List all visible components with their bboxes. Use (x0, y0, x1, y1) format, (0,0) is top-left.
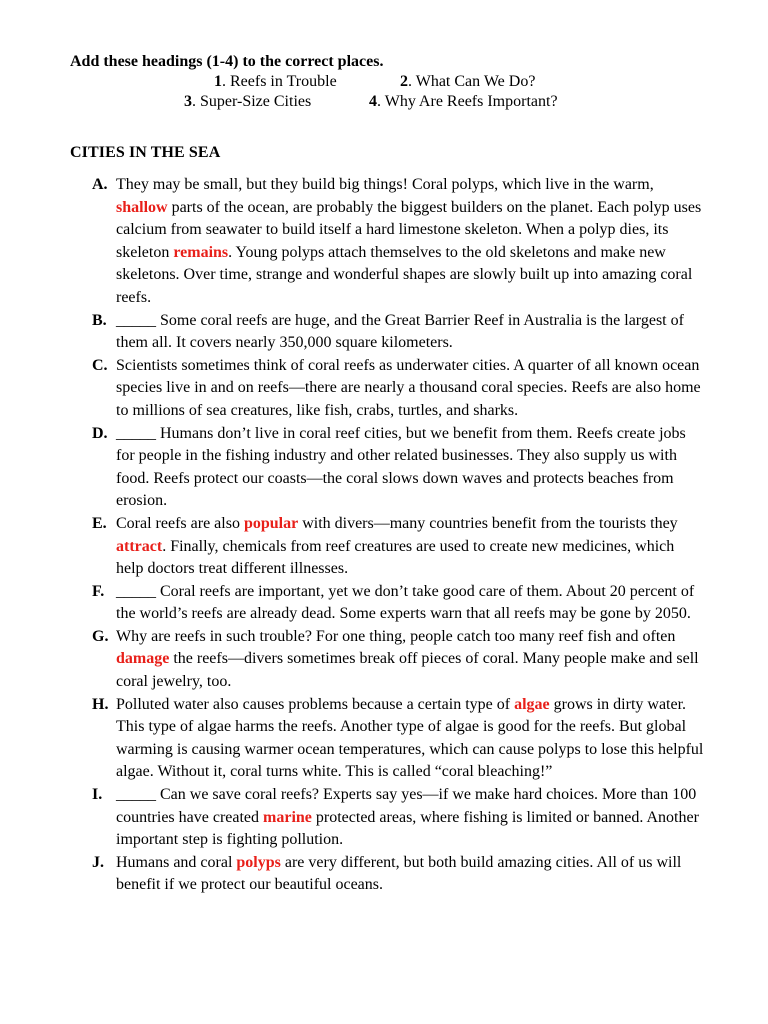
paragraph-letter: F. (92, 582, 105, 600)
heading-text: . Reefs in Trouble (222, 73, 337, 90)
paragraph-list (92, 174, 704, 897)
paragraph-a (92, 174, 704, 310)
text-segment: grows in dirty water. This type of algae harms the reefs. Another type of algae is good for the reefs. But global warming is causing warmer ocean temperatures, which can cause polyps to lose this helpful algae. Without it, coral turns white. This is called “coral bleaching!” (116, 695, 704, 781)
text-segment: Humans and coral (116, 853, 237, 871)
text-segment: Why are reefs in such trouble? For one thing, people catch too many reef fish and often (116, 627, 676, 645)
text-segment: Polluted water also causes problems because a certain type of (116, 695, 515, 713)
text-segment: . Finally, chemicals from reef creatures are used to create new medicines, which help doctors treat different illnesses. (116, 537, 675, 578)
paragraph-letter: B. (92, 311, 107, 329)
text-segment: Coral reefs are also (116, 514, 244, 532)
highlighted-vocab-word: damage (116, 650, 170, 668)
paragraph-text (116, 513, 704, 581)
paragraph-d (92, 423, 704, 513)
paragraph-h (92, 694, 704, 784)
text-segment: _____ Can we save coral reefs? Experts say yes—if we make hard choices. More than 100 countries have created (116, 786, 697, 826)
paragraph-text (116, 174, 704, 310)
heading-option-4 (369, 91, 558, 114)
paragraph-b (92, 310, 704, 355)
highlighted-vocab-word: algae (514, 695, 550, 713)
paragraph-text (116, 355, 704, 423)
text-segment: They may be small, but they build big things! Coral polyps, which live in the warm, (116, 176, 654, 193)
article-title: CITIES IN THE SEA (70, 144, 221, 161)
paragraph-letter: I. (92, 786, 103, 804)
paragraph-text (116, 626, 704, 694)
paragraph-text (116, 694, 704, 784)
text-segment: _____ Humans don’t live in coral reef cities, but we benefit from them. Reefs create jobs for people in the fishing industry and other related businesses. They also supply us with food. Reefs protect our coasts—the coral slows down waves and protects beaches from erosion. (116, 424, 686, 510)
text-segment: the reefs—divers sometimes break off pieces of coral. Many people make and sell coral jewelry, too. (116, 650, 699, 691)
text-segment: protected areas, where fishing is limited or banned. Another important step is fighting pollution. (116, 808, 699, 849)
paragraph-text (116, 581, 704, 626)
paragraph-j (92, 852, 704, 897)
paragraph-text (116, 423, 704, 513)
heading-option-3 (184, 91, 311, 114)
heading-text: . What Can We Do? (408, 73, 536, 90)
paragraph-letter: C. (92, 356, 108, 374)
paragraph-c (92, 355, 704, 423)
heading-text: . Why Are Reefs Important? (377, 93, 558, 110)
paragraph-e (92, 513, 704, 581)
instruction-text: Add these headings (1-4) to the correct places. (70, 53, 384, 70)
paragraph-letter: D. (92, 424, 108, 442)
text-segment: _____ Coral reefs are important, yet we don’t take good care of them. About 20 percent of the world’s reefs are already dead. Some experts warn that all reefs may be gone by 2050. (116, 582, 695, 623)
text-segment: _____ Some coral reefs are huge, and the Great Barrier Reef in Australia is the largest of them all. It covers nearly 350,000 square kilometers. (116, 311, 684, 352)
highlighted-vocab-word: popular (243, 514, 299, 532)
highlighted-vocab-word: shallow (116, 198, 168, 216)
paragraph-text (116, 784, 704, 852)
paragraph-text (116, 310, 704, 355)
paragraph-g (92, 626, 704, 694)
heading-number: 3 (184, 93, 192, 110)
highlighted-vocab-word: marine (263, 808, 312, 826)
paragraph-letter: J. (92, 853, 104, 871)
paragraph-letter: H. (92, 695, 109, 713)
highlighted-vocab-word: attract (116, 537, 163, 555)
text-segment: with divers—many countries benefit from the tourists they (298, 514, 678, 532)
paragraph-text (116, 852, 704, 897)
heading-number: 1 (214, 73, 222, 90)
paragraph-f (92, 581, 704, 626)
heading-number: 4 (369, 93, 377, 110)
text-segment: parts of the ocean, are probably the biggest builders on the planet. Each polyp uses calcium from seawater to build itself a hard limestone skeleton. When a polyp dies, its skeleton (116, 198, 702, 261)
text-segment: . Young polyps attach themselves to the old skeletons and make new skeletons. Over time, strange and wonderful shapes are slowly built up into amazing coral reefs. (116, 243, 693, 306)
highlighted-vocab-word: remains (173, 243, 229, 261)
text-segment: Scientists sometimes think of coral reefs as underwater cities. A quarter of all known ocean species live in and on reefs—there are nearly a thousand coral species. Reefs are also home to millions of sea creatures, like fish, crabs, turtles, and sharks. (116, 356, 701, 419)
heading-number: 2 (400, 73, 408, 90)
paragraph-letter: G. (92, 627, 109, 645)
paragraph-letter: E. (92, 514, 107, 532)
heading-text: . Super-Size Cities (192, 93, 312, 110)
paragraph-letter: A. (92, 176, 108, 193)
text-segment: are very different, but both build amazing cities. All of us will benefit if we protect our beautiful oceans. (116, 853, 682, 894)
paragraph-i (92, 784, 704, 852)
highlighted-vocab-word: polyps (236, 853, 281, 871)
